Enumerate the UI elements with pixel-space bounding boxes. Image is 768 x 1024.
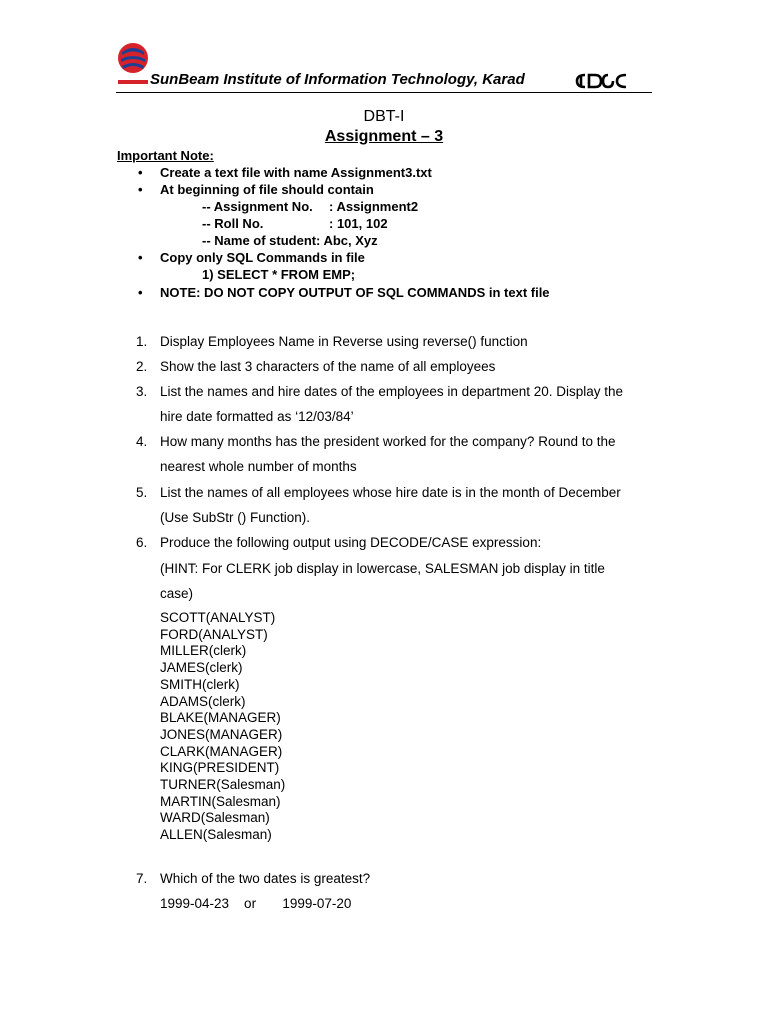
question-number: 2. <box>136 359 148 374</box>
output-item: JAMES(clerk) <box>160 660 243 676</box>
meta-value: : Assignment2 <box>329 199 419 214</box>
bullet-1: • <box>138 165 143 180</box>
question-number: 1. <box>136 334 148 349</box>
question-text: List the names and hire dates of the employees in department 20. Display the <box>160 384 624 399</box>
document-header <box>116 40 652 94</box>
question-text: hire date formatted as ‘12/03/84’ <box>160 409 354 424</box>
output-item: SCOTT(ANALYST) <box>160 610 276 625</box>
output-item: CLARK(MANAGER) <box>160 743 283 759</box>
question-text: How many months has the president worked for the company? Round to the <box>160 434 616 449</box>
cdac-logo <box>574 72 628 90</box>
output-item: WARD(Salesman) <box>160 810 270 826</box>
meta-value: : 101, 102 <box>329 216 388 231</box>
assignment-title: Assignment – 3 <box>324 128 444 145</box>
question-text: Which of the two dates is greatest? <box>160 871 371 886</box>
question-number: 3. <box>136 384 148 399</box>
output-item: KING(PRESIDENT) <box>160 760 280 776</box>
bullet-4: • <box>138 285 143 300</box>
question-text: List the names of all employees whose hire date is in the month of December <box>160 485 621 500</box>
note-bullet-2: At beginning of file should contain <box>160 182 374 197</box>
output-item: ADAMS(clerk) <box>160 693 246 709</box>
bullet-3: • <box>138 250 143 265</box>
output-item: FORD(ANALYST) <box>160 626 268 642</box>
meta-key: -- Name of student <box>202 233 317 248</box>
question-number: 4. <box>136 434 148 449</box>
output-item: SMITH(clerk) <box>160 676 240 692</box>
meta-key: -- Assignment No. <box>202 199 313 214</box>
output-item: JONES(MANAGER) <box>160 726 283 742</box>
note-example: 1) SELECT * FROM EMP; <box>202 267 356 282</box>
question-text: Produce the following output using DECODE/CASE expression: <box>160 535 542 550</box>
output-list <box>160 610 285 844</box>
sunbeam-logo <box>116 40 150 90</box>
header-rule <box>116 92 652 93</box>
question-text: 1999-04-23 or 1999-07-20 <box>160 896 352 911</box>
institute-name: SunBeam Institute of Information Technology, Karad <box>150 71 525 88</box>
bullet-2: • <box>138 182 143 197</box>
output-item: BLAKE(MANAGER) <box>160 710 281 726</box>
output-item: ALLEN(Salesman) <box>160 827 272 843</box>
meta-key: -- Roll No. <box>202 216 264 231</box>
note-bullet-3: Copy only SQL Commands in file <box>160 250 365 265</box>
question-number: 5. <box>136 485 148 500</box>
question-text: (HINT: For CLERK job display in lowercase, SALESMAN job display in title <box>160 561 605 576</box>
note-bullet-1: Create a text file with name Assignment3.txt <box>160 165 432 180</box>
note-bullet-4: NOTE: DO NOT COPY OUTPUT OF SQL COMMANDS in text file <box>160 285 550 300</box>
course-title: DBT-I <box>363 108 405 125</box>
important-note-heading: Important Note: <box>117 148 214 163</box>
question-text: (Use SubStr () Function). <box>160 510 311 525</box>
output-item: MILLER(clerk) <box>160 643 247 659</box>
question-text: case) <box>160 586 194 601</box>
meta-value: : Abc, Xyz <box>316 233 378 248</box>
question-text: nearest whole number of months <box>160 459 357 474</box>
question-text: Show the last 3 characters of the name of all employees <box>160 359 496 374</box>
output-item: TURNER(Salesman) <box>160 777 286 793</box>
output-item: MARTIN(Salesman) <box>160 793 281 809</box>
question-number: 7. <box>136 871 148 886</box>
question-text: Display Employees Name in Reverse using reverse() function <box>160 334 528 349</box>
question-number: 6. <box>136 535 148 550</box>
